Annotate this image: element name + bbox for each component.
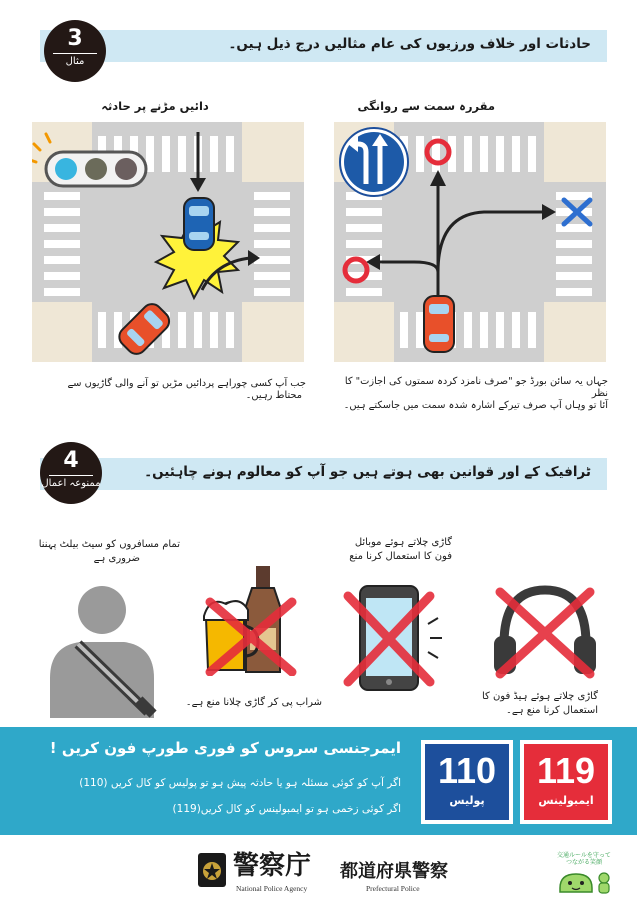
ambulance-label: ایمبولینس [538,794,594,807]
section3-badge [44,20,106,82]
police-number: 110 [437,750,497,791]
headphones-caption: گاڑی چلاتے ہوئے ہیڈ فون کا استعمال کرنا منع ہے۔ [481,691,598,716]
no-drunk-driving-icon [200,566,302,676]
drunk-driving-caption: شراب پی کر گاڑی چلانا منع ہے۔ [185,697,322,708]
emergency-banner [0,727,637,835]
police-number-box [421,740,513,824]
police-label: پولیس [449,794,485,807]
police-emblem-icon [196,851,228,889]
emergency-ambulance-line: اگر کوئی زخمی ہو تو ایمبولینس کو کال کریں(119) [172,803,401,815]
mobile-phone-caption: گاڑی چلاتے ہوئے موبائل فون کا استعمال کرنا منع [349,537,452,562]
npa-name-en: National Police Agency [236,884,308,893]
ambulance-number-box [520,740,612,824]
mascot-icon [554,868,616,896]
designated-direction-illustration [334,122,606,362]
npa-name-jp: 警察庁 [233,851,312,881]
section4-badge-label: ممنوعہ اعمال [41,478,101,489]
section3-header [40,26,607,62]
emergency-title: ایمرجنسی سروس کو فوری طورپ فون کریں ! [49,739,401,757]
ambulance-number: 119 [536,750,596,791]
section3-title: حادثات اور خلاف ورزیوں کی عام مثالیں درج ذیل ہیں۔ [228,36,591,52]
seatbelt-caption: تمام مسافروں کو سیٹ بیلٹ پہننا ضروری ہے [38,539,180,564]
section3-badge-label: مثال [65,56,85,67]
right-turn-accident-illustration [32,122,304,362]
section3-badge-number: 3 [67,26,83,51]
prefectural-police-en: Prefectural Police [366,884,420,893]
emergency-police-line: اگر آپ کو کوئی مسئلہ ہو یا حادثہ پیش ہو تو پولیس کو کال کریں (110) [79,777,401,789]
section4-badge [40,442,102,504]
no-headphones-icon [490,582,600,680]
section4-header [40,458,607,490]
seatbelt-icon [40,578,160,718]
left-panel-title: دائیں مڑنے پر حادثہ [101,99,209,113]
right-panel-caption: جہاں یہ سائن بورڈ جو "صرف نامزد کردہ سمتوں کی اجازت" کا نظر آئا تو وہاں آپ صرف تیرکے اشارہ شدہ سمت میں جاسکتے ہیں۔ [343,376,608,411]
section4-title: ٹرافیک کے اور قوانین بھی ہوتے ہیں جو آپ کو معالوم ہونے چاہئیں۔ [144,464,591,480]
right-panel-title: مقررہ سمت سے روانگی [357,99,495,113]
section4-badge-number: 4 [63,448,79,473]
left-panel-caption: جب آپ کسی چوراہے پردائیں مڑیں تو آنے والی گاڑیوں سے محتاط رہیں۔ [67,378,306,401]
mascot-slogan: 交通ルールを守って つながる笑顔 [557,852,611,866]
prefectural-police-jp: 都道府県警察 [340,861,448,882]
no-mobile-phone-icon [342,582,446,696]
